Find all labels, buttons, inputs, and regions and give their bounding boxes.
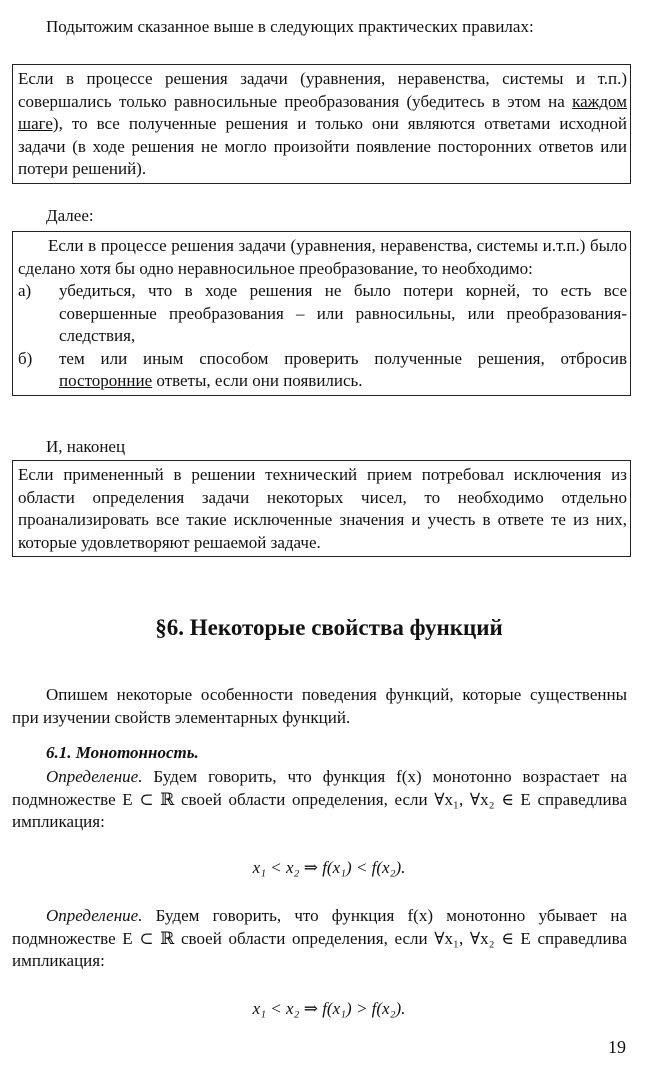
definition-2-label: Определение. bbox=[46, 906, 143, 925]
rule2-item-b-text-b: ответы, если они появились. bbox=[152, 371, 363, 390]
finally-text: И, наконец bbox=[46, 437, 126, 456]
section-intro bbox=[12, 684, 627, 729]
formula-decreasing: x₁ < x₂ ⇒ f(x₁) > f(x₂). bbox=[252, 999, 406, 1018]
definition-1-label: Определение. bbox=[46, 767, 143, 786]
rule1-text-b: то все полученные решения и только они являются ответами исходной задачи (в ходе решения не могло произойти появление посторонних ответов или потери решений). bbox=[18, 114, 627, 178]
rule2-item-a-mark: а) bbox=[18, 281, 32, 300]
finally-paragraph bbox=[12, 436, 627, 459]
rule3-text: Если примененный в решении технический прием потребовал исключения из области определения задачи некоторых чисел, то необходимо отдельно проанализировать все такие исключенные значения и учесть в ответе те из них, которые удовлетворяют решаемой задаче. bbox=[18, 465, 627, 552]
page-number: 19 bbox=[608, 1037, 626, 1057]
rule1-text-a: Если в процессе решения задачи (уравнения, неравенства, системы и т.п.) совершались только равносильные преобразования (убедитесь в этом на bbox=[18, 69, 627, 111]
rule2-item-b-underlined: посторонние bbox=[59, 371, 153, 390]
definition-1 bbox=[12, 766, 627, 834]
rule2-item-b-mark: б) bbox=[18, 348, 33, 368]
further-paragraph bbox=[12, 205, 627, 228]
rule-box-2 bbox=[12, 231, 631, 396]
rule2-item-b bbox=[18, 348, 627, 393]
section-intro-text: Опишем некоторые особенности поведения функций, которые существенны при изучении свойств элементарных функций. bbox=[12, 685, 627, 727]
rule2-item-a-text: убедиться, что в ходе решения не было потери корней, то есть все совершенные преобразования – или равносильны, или преобразования-следствия, bbox=[59, 281, 627, 345]
rule1-underlined: каждом шаге), bbox=[18, 91, 627, 133]
definition-2 bbox=[12, 905, 627, 973]
section-title: §6. Некоторые свойства функций bbox=[155, 615, 503, 640]
intro-text: Подытожим сказанное выше в следующих практических правилах: bbox=[46, 17, 534, 36]
subsection-title: 6.1. Монотонность. bbox=[46, 743, 199, 762]
definition-2-text: Будем говорить, что функция f(x) монотонно убывает на подмножестве E ⊂ ℝ своей области определения, если ∀x₁, ∀x₂ ∈ E справедлива импликация: bbox=[12, 906, 627, 970]
rule2-lead: Если в процессе решения задачи (уравнения, неравенства, системы и.т.п.) было сделано хотя бы одно неравносильное преобразование, то необходимо: bbox=[18, 236, 627, 278]
definition-1-text: Будем говорить, что функция f(x) монотонно возрастает на подмножестве E ⊂ ℝ своей области определения, если ∀x₁, ∀x₂ ∈ E справедлива импликация: bbox=[12, 767, 627, 831]
rule-box-3 bbox=[12, 460, 631, 557]
rule2-item-b-text-a: тем или иным способом проверить полученные решения, отбросив bbox=[59, 348, 627, 368]
rule2-item-a bbox=[18, 280, 627, 348]
further-text: Далее: bbox=[46, 206, 94, 225]
intro-paragraph bbox=[12, 16, 627, 39]
formula-increasing: x₁ < x₂ ⇒ f(x₁) < f(x₂). bbox=[252, 858, 406, 877]
rule-box-1 bbox=[12, 64, 631, 184]
subsection-heading bbox=[12, 742, 627, 765]
